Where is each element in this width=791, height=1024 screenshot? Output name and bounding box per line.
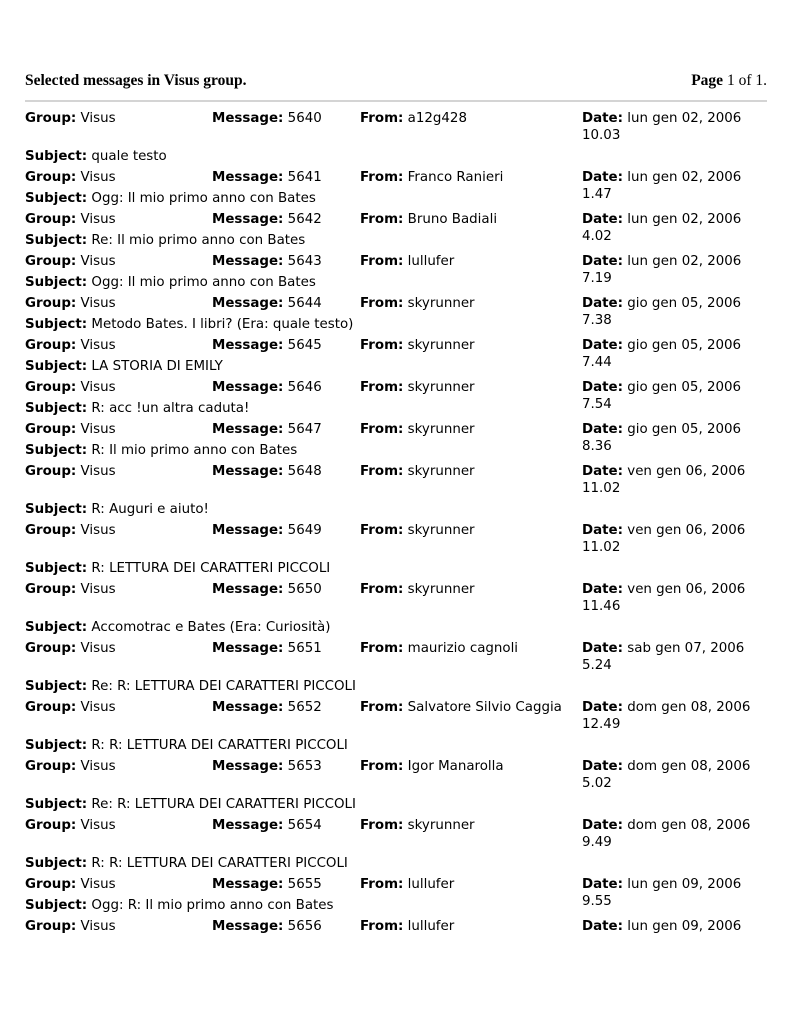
group-value: Visus bbox=[80, 759, 116, 774]
date-label: Date: bbox=[582, 422, 623, 437]
message-cell bbox=[212, 379, 322, 396]
from-cell bbox=[360, 918, 454, 935]
message-label: Message: bbox=[212, 700, 284, 715]
subject-label: Subject: bbox=[25, 149, 88, 164]
date-label: Date: bbox=[582, 254, 623, 269]
from-label: From: bbox=[360, 170, 404, 185]
message-cell bbox=[212, 876, 322, 893]
date-value: gio gen 05, 2006 7.38 bbox=[582, 296, 742, 328]
date-value: lun gen 09, 2006 9.55 bbox=[582, 877, 742, 909]
message-value: 5644 bbox=[287, 296, 322, 311]
group-value: Visus bbox=[80, 818, 116, 833]
date-label: Date: bbox=[582, 523, 623, 538]
group-label: Group: bbox=[25, 759, 77, 774]
date-cell bbox=[582, 581, 770, 615]
group-label: Group: bbox=[25, 641, 77, 656]
group-value: Visus bbox=[80, 641, 116, 656]
group-label: Group: bbox=[25, 296, 77, 311]
date-cell bbox=[582, 421, 770, 455]
group-label: Group: bbox=[25, 422, 77, 437]
from-cell bbox=[360, 463, 475, 480]
group-cell bbox=[25, 876, 116, 893]
from-value: skyrunner bbox=[407, 380, 475, 395]
from-label: From: bbox=[360, 422, 404, 437]
group-label: Group: bbox=[25, 212, 77, 227]
group-label: Group: bbox=[25, 818, 77, 833]
date-value: gio gen 05, 2006 8.36 bbox=[582, 422, 742, 454]
message-label: Message: bbox=[212, 170, 284, 185]
message-value: 5643 bbox=[287, 254, 322, 269]
subject-value: LA STORIA DI EMILY bbox=[91, 359, 223, 374]
subject-label: Subject: bbox=[25, 856, 88, 871]
group-value: Visus bbox=[80, 877, 116, 892]
from-value: lullufer bbox=[407, 254, 455, 269]
subject-label: Subject: bbox=[25, 620, 88, 635]
subject-value: R: Il mio primo anno con Bates bbox=[91, 443, 298, 458]
group-label: Group: bbox=[25, 523, 77, 538]
date-cell bbox=[582, 295, 770, 329]
message-cell bbox=[212, 110, 322, 127]
from-cell bbox=[360, 379, 475, 396]
page-label: Page bbox=[691, 72, 724, 89]
date-cell bbox=[582, 918, 770, 935]
date-cell bbox=[582, 699, 770, 733]
subject-row bbox=[25, 796, 770, 817]
message-row bbox=[25, 581, 770, 619]
date-label: Date: bbox=[582, 759, 623, 774]
group-cell bbox=[25, 110, 116, 127]
message-value: 5641 bbox=[287, 170, 322, 185]
message-label: Message: bbox=[212, 759, 284, 774]
message-label: Message: bbox=[212, 422, 284, 437]
page-indicator bbox=[691, 72, 767, 90]
date-value: dom gen 08, 2006 12.49 bbox=[582, 700, 751, 732]
from-value: skyrunner bbox=[407, 296, 475, 311]
message-row bbox=[25, 918, 770, 939]
date-label: Date: bbox=[582, 582, 623, 597]
from-value: Salvatore Silvio Caggia bbox=[407, 700, 562, 715]
date-cell bbox=[582, 253, 770, 287]
message-value: 5642 bbox=[287, 212, 322, 227]
from-label: From: bbox=[360, 759, 404, 774]
subject-label: Subject: bbox=[25, 679, 88, 694]
group-cell bbox=[25, 379, 116, 396]
from-cell bbox=[360, 169, 503, 186]
date-cell bbox=[582, 758, 770, 792]
message-value: 5645 bbox=[287, 338, 322, 353]
date-label: Date: bbox=[582, 641, 623, 656]
group-cell bbox=[25, 758, 116, 775]
from-label: From: bbox=[360, 111, 404, 126]
subject-label: Subject: bbox=[25, 401, 88, 416]
subject-label: Subject: bbox=[25, 359, 88, 374]
subject-row bbox=[25, 148, 770, 169]
message-value: 5649 bbox=[287, 523, 322, 538]
message-row bbox=[25, 640, 770, 678]
group-label: Group: bbox=[25, 254, 77, 269]
message-row bbox=[25, 699, 770, 737]
date-label: Date: bbox=[582, 380, 623, 395]
from-label: From: bbox=[360, 380, 404, 395]
from-cell bbox=[360, 817, 475, 834]
group-label: Group: bbox=[25, 877, 77, 892]
from-cell bbox=[360, 758, 504, 775]
date-value: ven gen 06, 2006 11.02 bbox=[582, 523, 746, 555]
subject-label: Subject: bbox=[25, 898, 88, 913]
subject-value: R: R: LETTURA DEI CARATTERI PICCOLI bbox=[91, 738, 348, 753]
message-cell bbox=[212, 211, 322, 228]
from-cell bbox=[360, 640, 518, 657]
group-value: Visus bbox=[80, 582, 116, 597]
date-value: lun gen 09, 2006 bbox=[627, 919, 742, 934]
subject-value: Ogg: R: Il mio primo anno con Bates bbox=[91, 898, 334, 913]
subject-value: quale testo bbox=[91, 149, 167, 164]
from-label: From: bbox=[360, 818, 404, 833]
from-cell bbox=[360, 876, 454, 893]
subject-value: Accomotrac e Bates (Era: Curiosità) bbox=[91, 620, 331, 635]
subject-value: Metodo Bates. I libri? (Era: quale testo) bbox=[91, 317, 354, 332]
date-label: Date: bbox=[582, 338, 623, 353]
message-label: Message: bbox=[212, 641, 284, 656]
subject-label: Subject: bbox=[25, 191, 88, 206]
message-cell bbox=[212, 169, 322, 186]
subject-value: R: LETTURA DEI CARATTERI PICCOLI bbox=[91, 561, 331, 576]
group-cell bbox=[25, 337, 116, 354]
group-value: Visus bbox=[80, 296, 116, 311]
from-value: Igor Manarolla bbox=[407, 759, 504, 774]
group-value: Visus bbox=[80, 338, 116, 353]
subject-value: Re: Il mio primo anno con Bates bbox=[91, 233, 306, 248]
from-value: skyrunner bbox=[407, 582, 475, 597]
date-cell bbox=[582, 876, 770, 910]
message-cell bbox=[212, 337, 322, 354]
message-value: 5640 bbox=[287, 111, 322, 126]
message-row bbox=[25, 758, 770, 796]
subject-label: Subject: bbox=[25, 738, 88, 753]
from-value: skyrunner bbox=[407, 818, 475, 833]
message-cell bbox=[212, 295, 322, 312]
message-row bbox=[25, 817, 770, 855]
group-cell bbox=[25, 463, 116, 480]
subject-label: Subject: bbox=[25, 502, 88, 517]
message-label: Message: bbox=[212, 464, 284, 479]
from-value: lullufer bbox=[407, 919, 455, 934]
subject-label: Subject: bbox=[25, 317, 88, 332]
from-label: From: bbox=[360, 877, 404, 892]
message-cell bbox=[212, 253, 322, 270]
subject-label: Subject: bbox=[25, 561, 88, 576]
group-value: Visus bbox=[80, 523, 116, 538]
from-label: From: bbox=[360, 296, 404, 311]
subject-row bbox=[25, 678, 770, 699]
message-value: 5648 bbox=[287, 464, 322, 479]
subject-value: R: Auguri e aiuto! bbox=[91, 502, 209, 517]
group-value: Visus bbox=[80, 212, 116, 227]
date-label: Date: bbox=[582, 111, 623, 126]
from-label: From: bbox=[360, 523, 404, 538]
message-value: 5647 bbox=[287, 422, 322, 437]
date-value: lun gen 02, 2006 4.02 bbox=[582, 212, 742, 244]
group-label: Group: bbox=[25, 464, 77, 479]
message-cell bbox=[212, 463, 322, 480]
date-label: Date: bbox=[582, 296, 623, 311]
message-row bbox=[25, 463, 770, 501]
group-cell bbox=[25, 253, 116, 270]
group-value: Visus bbox=[80, 111, 116, 126]
message-label: Message: bbox=[212, 296, 284, 311]
date-value: gio gen 05, 2006 7.44 bbox=[582, 338, 742, 370]
group-cell bbox=[25, 211, 116, 228]
message-label: Message: bbox=[212, 338, 284, 353]
date-value: ven gen 06, 2006 11.02 bbox=[582, 464, 746, 496]
group-value: Visus bbox=[80, 380, 116, 395]
date-value: sab gen 07, 2006 5.24 bbox=[582, 641, 745, 673]
message-label: Message: bbox=[212, 818, 284, 833]
group-label: Group: bbox=[25, 170, 77, 185]
from-label: From: bbox=[360, 641, 404, 656]
from-value: lullufer bbox=[407, 877, 455, 892]
message-label: Message: bbox=[212, 523, 284, 538]
date-cell bbox=[582, 337, 770, 371]
header-divider bbox=[25, 100, 767, 102]
message-cell bbox=[212, 699, 322, 716]
group-label: Group: bbox=[25, 111, 77, 126]
date-value: dom gen 08, 2006 9.49 bbox=[582, 818, 751, 850]
date-value: gio gen 05, 2006 7.54 bbox=[582, 380, 742, 412]
from-label: From: bbox=[360, 700, 404, 715]
message-value: 5650 bbox=[287, 582, 322, 597]
date-label: Date: bbox=[582, 464, 623, 479]
date-value: lun gen 02, 2006 1.47 bbox=[582, 170, 742, 202]
message-label: Message: bbox=[212, 919, 284, 934]
subject-row bbox=[25, 560, 770, 581]
message-value: 5646 bbox=[287, 380, 322, 395]
from-value: maurizio cagnoli bbox=[407, 641, 519, 656]
subject-value: Ogg: Il mio primo anno con Bates bbox=[91, 275, 316, 290]
message-value: 5653 bbox=[287, 759, 322, 774]
from-label: From: bbox=[360, 919, 404, 934]
from-label: From: bbox=[360, 254, 404, 269]
group-cell bbox=[25, 581, 116, 598]
date-cell bbox=[582, 463, 770, 497]
message-row bbox=[25, 110, 770, 148]
from-value: skyrunner bbox=[407, 338, 475, 353]
message-value: 5656 bbox=[287, 919, 322, 934]
subject-value: Re: R: LETTURA DEI CARATTERI PICCOLI bbox=[91, 797, 356, 812]
group-label: Group: bbox=[25, 380, 77, 395]
group-value: Visus bbox=[80, 919, 116, 934]
subject-value: R: acc !un altra caduta! bbox=[91, 401, 250, 416]
subject-row bbox=[25, 619, 770, 640]
date-cell bbox=[582, 817, 770, 851]
message-cell bbox=[212, 421, 322, 438]
group-cell bbox=[25, 169, 116, 186]
date-value: ven gen 06, 2006 11.46 bbox=[582, 582, 746, 614]
group-label: Group: bbox=[25, 582, 77, 597]
group-value: Visus bbox=[80, 464, 116, 479]
group-label: Group: bbox=[25, 338, 77, 353]
message-value: 5651 bbox=[287, 641, 322, 656]
from-value: Bruno Badiali bbox=[407, 212, 498, 227]
from-cell bbox=[360, 295, 475, 312]
page-header bbox=[25, 70, 767, 94]
date-label: Date: bbox=[582, 212, 623, 227]
from-cell bbox=[360, 581, 475, 598]
subject-value: R: R: LETTURA DEI CARATTERI PICCOLI bbox=[91, 856, 348, 871]
subject-row bbox=[25, 501, 770, 522]
from-cell bbox=[360, 211, 497, 228]
group-cell bbox=[25, 421, 116, 438]
message-cell bbox=[212, 758, 322, 775]
date-cell bbox=[582, 640, 770, 674]
group-value: Visus bbox=[80, 170, 116, 185]
date-cell bbox=[582, 169, 770, 203]
subject-row bbox=[25, 737, 770, 758]
from-cell bbox=[360, 110, 467, 127]
message-value: 5652 bbox=[287, 700, 322, 715]
message-label: Message: bbox=[212, 582, 284, 597]
message-cell bbox=[212, 817, 322, 834]
from-cell bbox=[360, 337, 475, 354]
from-label: From: bbox=[360, 338, 404, 353]
group-cell bbox=[25, 817, 116, 834]
page-title: Selected messages in Visus group. bbox=[25, 72, 247, 89]
date-cell bbox=[582, 110, 770, 144]
group-cell bbox=[25, 918, 116, 935]
from-value: skyrunner bbox=[407, 464, 475, 479]
subject-value: Re: R: LETTURA DEI CARATTERI PICCOLI bbox=[91, 679, 356, 694]
group-value: Visus bbox=[80, 254, 116, 269]
subject-row bbox=[25, 855, 770, 876]
message-value: 5655 bbox=[287, 877, 322, 892]
date-cell bbox=[582, 522, 770, 556]
message-label: Message: bbox=[212, 877, 284, 892]
group-cell bbox=[25, 522, 116, 539]
from-label: From: bbox=[360, 464, 404, 479]
from-value: skyrunner bbox=[407, 422, 475, 437]
group-value: Visus bbox=[80, 700, 116, 715]
message-row bbox=[25, 522, 770, 560]
from-cell bbox=[360, 699, 562, 716]
message-label: Message: bbox=[212, 212, 284, 227]
message-cell bbox=[212, 640, 322, 657]
date-value: dom gen 08, 2006 5.02 bbox=[582, 759, 751, 791]
date-label: Date: bbox=[582, 700, 623, 715]
from-label: From: bbox=[360, 582, 404, 597]
from-value: Franco Ranieri bbox=[407, 170, 504, 185]
message-cell bbox=[212, 918, 322, 935]
subject-label: Subject: bbox=[25, 233, 88, 248]
group-cell bbox=[25, 295, 116, 312]
date-cell bbox=[582, 211, 770, 245]
message-cell bbox=[212, 581, 322, 598]
date-value: lun gen 02, 2006 10.03 bbox=[582, 111, 742, 143]
group-cell bbox=[25, 640, 116, 657]
from-cell bbox=[360, 421, 475, 438]
from-value: skyrunner bbox=[407, 523, 475, 538]
from-cell bbox=[360, 253, 454, 270]
subject-value: Ogg: Il mio primo anno con Bates bbox=[91, 191, 316, 206]
group-value: Visus bbox=[80, 422, 116, 437]
message-label: Message: bbox=[212, 380, 284, 395]
message-label: Message: bbox=[212, 254, 284, 269]
group-label: Group: bbox=[25, 700, 77, 715]
subject-label: Subject: bbox=[25, 275, 88, 290]
subject-label: Subject: bbox=[25, 443, 88, 458]
message-cell bbox=[212, 522, 322, 539]
date-cell bbox=[582, 379, 770, 413]
date-value: lun gen 02, 2006 7.19 bbox=[582, 254, 742, 286]
group-cell bbox=[25, 699, 116, 716]
message-label: Message: bbox=[212, 111, 284, 126]
date-label: Date: bbox=[582, 818, 623, 833]
page-value: 1 of 1. bbox=[726, 72, 767, 89]
message-value: 5654 bbox=[287, 818, 322, 833]
subject-label: Subject: bbox=[25, 797, 88, 812]
message-list bbox=[25, 110, 770, 939]
from-label: From: bbox=[360, 212, 404, 227]
group-label: Group: bbox=[25, 919, 77, 934]
date-label: Date: bbox=[582, 170, 623, 185]
date-label: Date: bbox=[582, 877, 623, 892]
date-label: Date: bbox=[582, 919, 623, 934]
from-value: a12g428 bbox=[407, 111, 467, 126]
from-cell bbox=[360, 522, 475, 539]
